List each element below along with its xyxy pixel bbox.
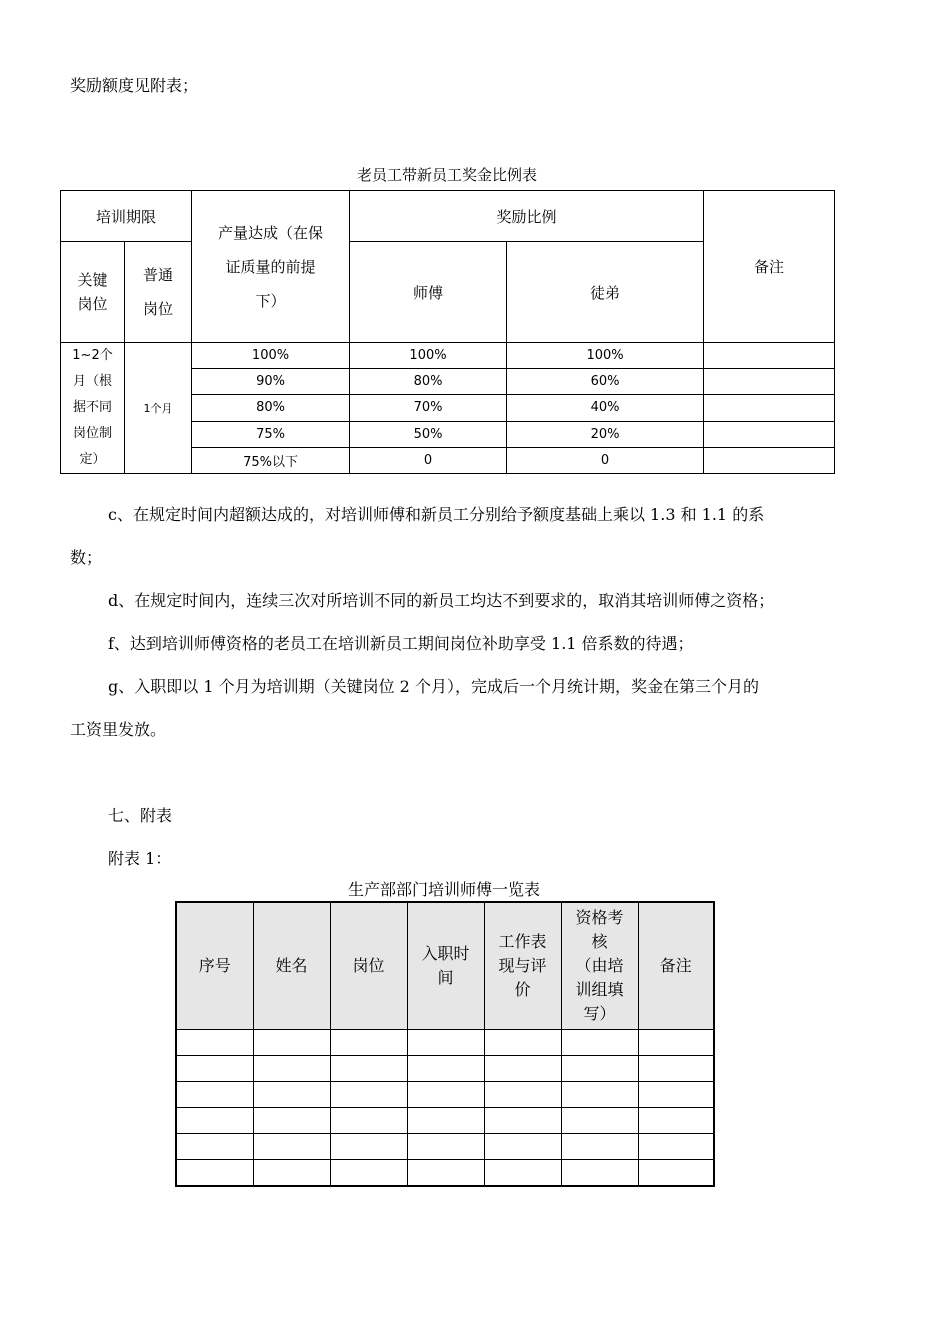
master-cell: 50% [350, 421, 507, 447]
header-reward-ratio: 奖励比例 [350, 191, 704, 242]
output-cell: 75%以下 [192, 447, 350, 473]
table1-caption: 老员工带新员工奖金比例表 [356, 166, 537, 184]
paragraph-d: d、在规定时间内，连续三次对所培训不同的新员工均达不到要求的，取消其培训师傅之资格； [108, 591, 775, 610]
paragraph-g-line1: g、入职即以 1 个月为培训期（关键岗位 2 个月），完成后一个月统计期，奖金在第三个月的 [108, 677, 759, 696]
table2-caption: 生产部部门培训师傅一览表 [347, 880, 540, 899]
output-cell: 100% [192, 343, 350, 369]
header-normal-position: 普通 岗位 [125, 242, 192, 343]
master-cell: 80% [350, 369, 507, 395]
note-cell [704, 369, 835, 395]
note-cell [704, 447, 835, 473]
section-7-heading: 七、附表 [108, 806, 173, 825]
table-row [176, 1030, 714, 1056]
table-row [176, 1082, 714, 1108]
master-cell: 100% [350, 343, 507, 369]
apprentice-cell: 60% [507, 369, 704, 395]
apprentice-cell: 100% [507, 343, 704, 369]
table-row [176, 1160, 714, 1187]
bonus-ratio-table [60, 190, 835, 474]
master-cell: 70% [350, 395, 507, 421]
header-training-period: 培训期限 [61, 191, 192, 242]
note-cell [704, 421, 835, 447]
header-apprentice: 徒弟 [507, 242, 704, 343]
header-qualification: 资格考 核 （由培 训组填 写） [561, 902, 638, 1030]
apprentice-cell: 40% [507, 395, 704, 421]
normal-period-cell: 1个月 [125, 343, 192, 474]
paragraph-f: f、达到培训师傅资格的老员工在培训新员工期间岗位补助享受 1.1 倍系数的待遇； [108, 634, 694, 653]
intro-line: 奖励额度见附表； [70, 76, 199, 95]
apprentice-cell: 0 [507, 447, 704, 473]
appendix-1-label: 附表 1： [108, 849, 172, 868]
master-cell: 0 [350, 447, 507, 473]
trainer-list-table [175, 901, 715, 1187]
header-name: 姓名 [253, 902, 330, 1030]
apprentice-cell: 20% [507, 421, 704, 447]
header-master: 师傅 [350, 242, 507, 343]
note-cell [704, 395, 835, 421]
output-cell: 75% [192, 421, 350, 447]
paragraph-g-line2: 工资里发放。 [70, 720, 167, 739]
header-note: 备注 [638, 902, 714, 1030]
output-cell: 80% [192, 395, 350, 421]
header-output-achievement: 产量达成（在保 证质量的前提 下） [192, 191, 350, 343]
key-period-cell: 1~2个 月（根 据不同 岗位制 定） [61, 343, 125, 474]
header-key-position: 关键 岗位 [61, 242, 125, 343]
header-hire-date: 入职时 间 [407, 902, 484, 1030]
paragraph-c-line2: 数； [70, 548, 103, 567]
header-serial-no: 序号 [176, 902, 253, 1030]
note-cell [704, 343, 835, 369]
table-row [176, 1108, 714, 1134]
header-note: 备注 [704, 191, 835, 343]
table-row [176, 1134, 714, 1160]
header-position: 岗位 [330, 902, 407, 1030]
paragraph-c-line1: c、在规定时间内超额达成的，对培训师傅和新员工分别给予额度基础上乘以 1.3 和 1.1 的系 [108, 505, 765, 524]
output-cell: 90% [192, 369, 350, 395]
header-performance: 工作表 现与评 价 [484, 902, 561, 1030]
table-row [176, 1056, 714, 1082]
